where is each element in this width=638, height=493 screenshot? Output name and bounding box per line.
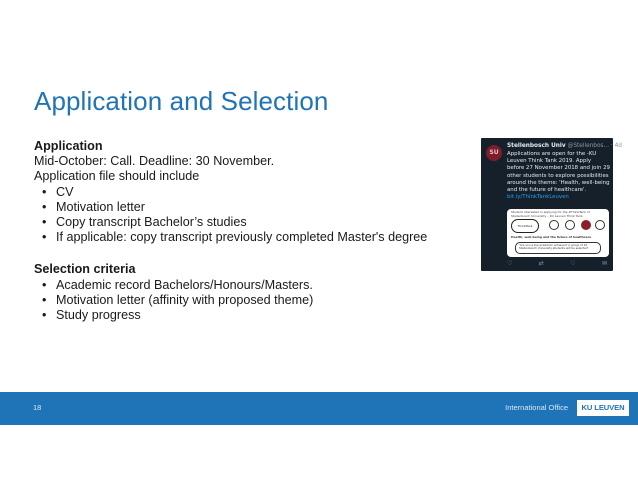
selection-bullet-progress: • Study progress — [42, 308, 464, 323]
card-caption: Health, well-being and the future of healthcare — [511, 235, 592, 239]
tweet-text-block — [507, 151, 610, 201]
slide-content — [34, 139, 464, 323]
card-lightbulb-icon — [549, 220, 559, 230]
page-number: 18 — [33, 403, 42, 412]
footer-office-label: International Office — [505, 403, 568, 412]
section-spacer — [34, 245, 464, 262]
tweet-screenshot — [481, 138, 622, 271]
footer-bar — [0, 392, 638, 425]
selection-bullet-motivation: • Motivation letter (affinity with proposed theme) — [42, 293, 464, 308]
card-header-text: Student interested in applying for the #ThinkTank of Stellenbosch University – KU Leuven Think Tank. — [511, 210, 590, 218]
application-deadline-line: Mid-October: Call. Deadline: 30 November. — [34, 154, 275, 169]
tweet-body: Applications are open for the -KU Leuven Think Tank 2019. Apply before 27 November 2018 and join 29 other students to explore possibilities around the theme: 'Health, well-being and the future of healthcare'. — [507, 151, 610, 194]
application-file-line: Application file should include — [34, 169, 200, 184]
tweet-actions — [507, 260, 607, 268]
card-quote-box: 'Are you a top academic achiever? A group of 10 Stellenbosch University students will be selected' — [515, 242, 601, 254]
retweet-icon: ⇄ — [538, 260, 544, 267]
card-bubble-text: ThinkTank — [517, 224, 533, 228]
application-heading: Application — [34, 139, 103, 153]
application-bullet-master-transcript: • If applicable: copy transcript previously completed Master's degree — [42, 230, 464, 245]
ku-leuven-logo: KU LEUVEN — [577, 400, 629, 416]
tweet-image-card — [507, 209, 609, 257]
tweet-link: bit.ly/ThinkTankLeuven — [507, 194, 569, 201]
tweet-account — [507, 143, 622, 150]
tweet-account-name: Stellenbosch Univ — [507, 143, 566, 149]
application-bullet-cv: • CV — [42, 185, 464, 200]
card-heart-icon — [581, 220, 591, 230]
selection-bullet-academic-record: • Academic record Bachelors/Honours/Masters. — [42, 278, 464, 293]
message-icon: ✉ — [601, 260, 607, 267]
reply-icon: ♡ — [507, 260, 513, 267]
application-bullet-bachelor-transcript: • Copy transcript Bachelor’s studies — [42, 215, 464, 230]
card-stethoscope-icon — [595, 220, 605, 230]
card-speech-bubble — [511, 219, 539, 233]
tweet-avatar: SU — [486, 145, 502, 161]
selection-bullet-list — [34, 278, 464, 324]
application-bullet-motivation: • Motivation letter — [42, 200, 464, 215]
like-icon: ♡ — [570, 260, 576, 267]
selection-heading: Selection criteria — [34, 262, 136, 277]
tweet-account-handle: @Stellenbos... · 4d — [567, 143, 622, 149]
slide-title: Application and Selection — [34, 86, 329, 116]
application-bullet-list — [34, 185, 464, 246]
card-brain-icon — [565, 220, 575, 230]
